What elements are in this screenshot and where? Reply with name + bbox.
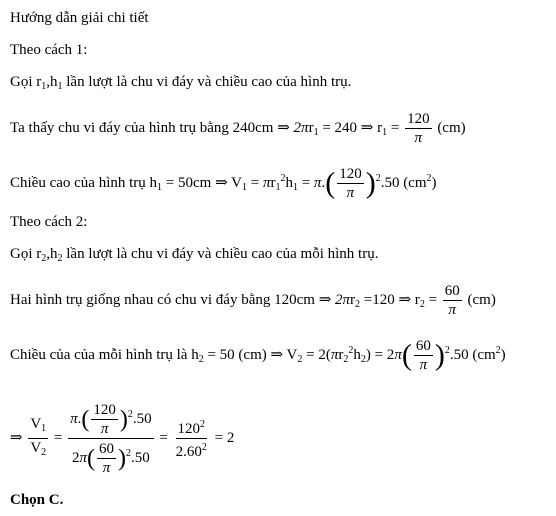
ratio-expanded: π.( $\frac{120}{\pi}$ )$^2$.50 2π( $\frac{60}{\pi}$ )$^2$.50 [68,400,154,477]
fraction-120-pi: $\frac{120}{\pi}$ [407,111,430,146]
way1-volume-line: Chiều cao của hình trụ $h_1 = 50cm$ ⇒ $V_1 = \pi r_1^2h_1 = \pi$.( $\frac{120}{\pi}$ )$^2$.50 $(cm^2)$ [10,166,437,201]
way2-intro: Gọi $r_2,h_2$ lần lượt là chu vi đáy và chiều cao của mỗi hình trụ. [10,246,379,264]
way2-volume-line: Chiều của của mỗi hình trụ là $h_2 = 50$ (cm) ⇒ $V_2 = 2(\pi r_2^2h_2) = 2\pi$( $\frac{60}{\pi}$ )$^2$.50 $(cm^2)$ [10,338,506,373]
ratio-v1-v2: $\frac{V_1}{V_2}$ [30,416,47,459]
way1-intro: Gọi $r_1,h_1$ lần lượt là chu vi đáy và chiều cao của hình trụ. [10,74,352,92]
fraction-120-pi: $\frac{120}{\pi}$ [339,166,362,201]
ratio-simplified: $\frac{120^2}{2.60^2}$ [174,416,209,461]
solution-heading: Hướng dẫn giải chi tiết [10,10,149,26]
volume-ratio-line: ⇒ $\frac{V_1}{V_2}$ = π.( $\frac{120}{\pi}$ )$^2$.50 2π( $\frac{60}{\pi}$ )$^2$.50 = $\frac{120^2}{2.60^2}$ = 2 [10,400,234,477]
fraction-60-pi: $\frac{60}{\pi}$ [444,283,460,318]
answer-choice: Chọn C. [10,492,64,508]
way1-title: Theo cách 1: [10,42,88,58]
way2-title: Theo cách 2: [10,214,88,230]
way2-circumference-line: Hai hình trụ giống nhau có chu vi đáy bằng 120cm ⇒ $2\pi r_2 =120$ ⇒ $r_2$ = $\frac{60}{\pi}$ (cm) [10,283,496,318]
way1-circumference-line: Ta thấy chu vi đáy của hình trụ bằng 240cm ⇒ $2\pi r_1 = 240$ ⇒ $r_1$ = $\frac{120}{\pi}$ (cm) [10,111,466,146]
fraction-60-pi: $\frac{60}{\pi}$ [415,338,431,373]
